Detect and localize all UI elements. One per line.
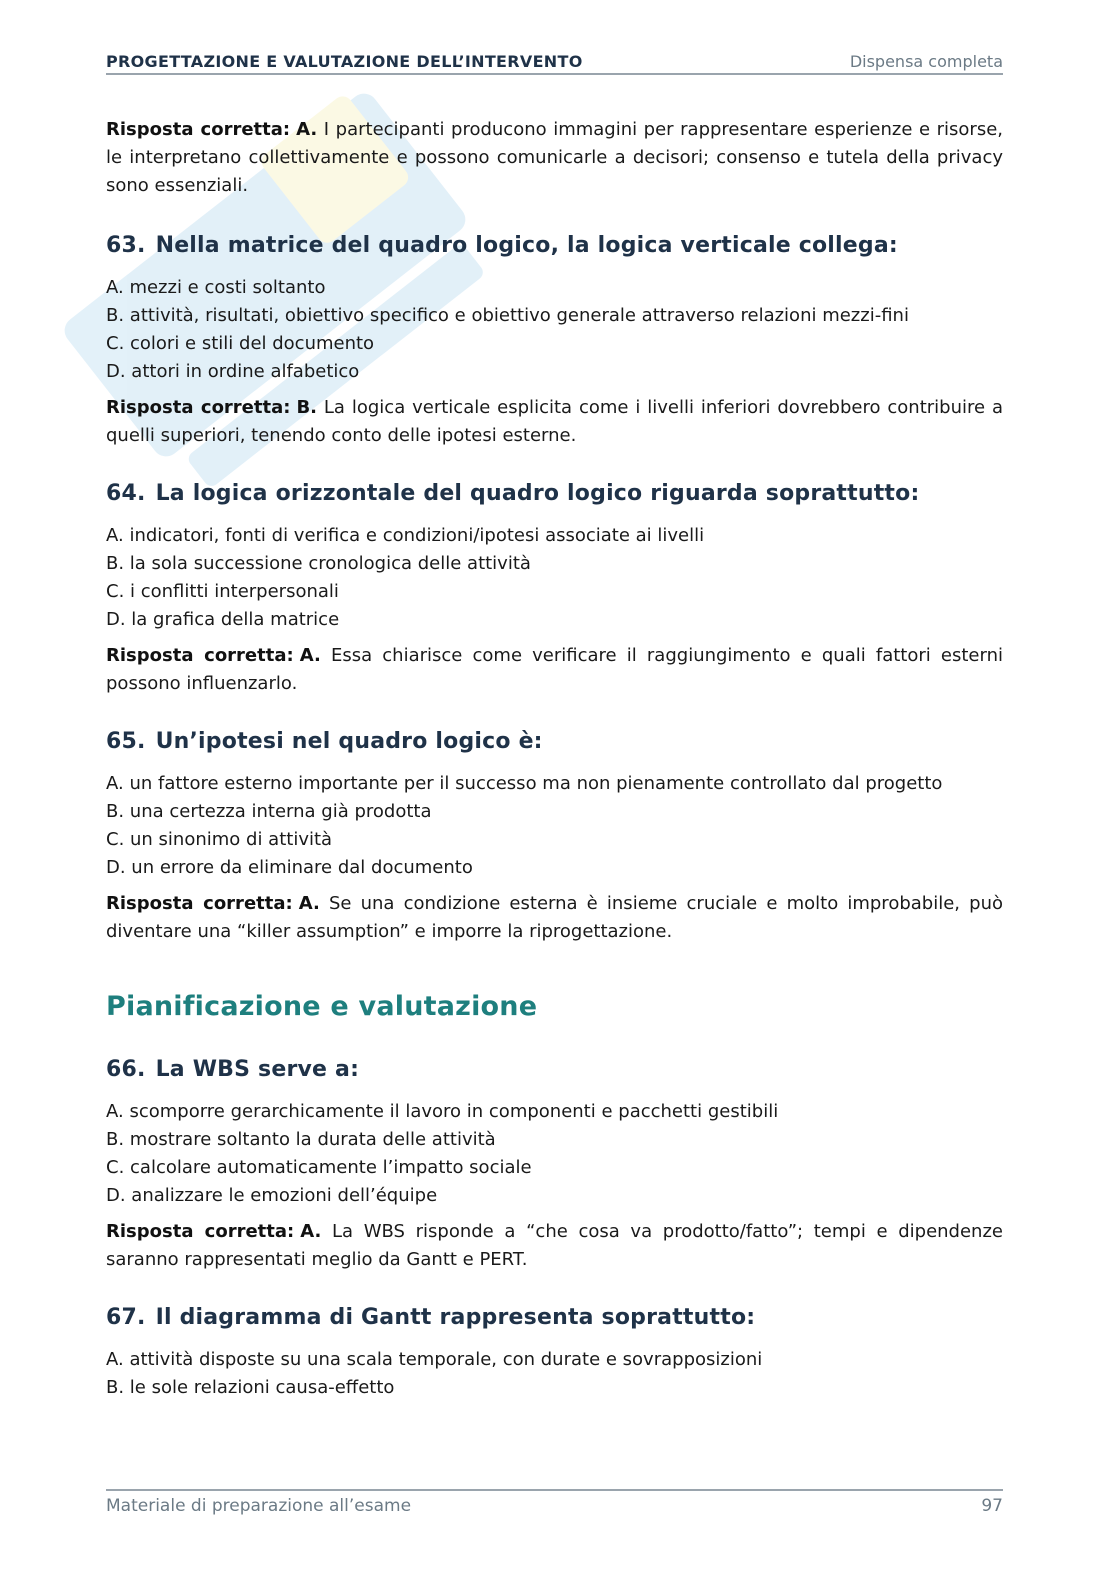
answer-letter: A. bbox=[299, 645, 321, 666]
section-title: Pianificazione e valutazione bbox=[106, 991, 538, 1022]
answer-paragraph bbox=[106, 394, 1003, 450]
question-text: Nella matrice del quadro logico, la logica verticale collega: bbox=[155, 233, 898, 258]
footer-text: Materiale di preparazione all’esame bbox=[106, 1496, 412, 1516]
options-list bbox=[106, 770, 1003, 882]
option-item: D. attori in ordine alfabetico bbox=[106, 361, 360, 382]
options-list bbox=[106, 522, 1003, 634]
option-item: D. la grafica della matrice bbox=[106, 609, 340, 630]
answer-letter: A. bbox=[296, 119, 318, 140]
question-block bbox=[106, 480, 1003, 698]
question-text: Il diagramma di Gantt rappresenta soprattutto: bbox=[155, 1305, 756, 1330]
question-number: 66. bbox=[106, 1057, 146, 1082]
answer-text: La WBS risponde a “che cosa va prodotto/fatto”; tempi e dipendenze saranno rappresentati meglio da Gantt e PERT. bbox=[106, 1221, 1003, 1270]
question-text: La logica orizzontale del quadro logico riguarda soprattutto: bbox=[155, 481, 920, 506]
question-block bbox=[106, 232, 1003, 450]
answer-text: I partecipanti producono immagini per rappresentare esperienze e risorse, le interpretano collettivamente e possono comunicarle a decisori; consenso e tutela della privacy sono essenziali. bbox=[106, 119, 1003, 196]
question-block bbox=[106, 1056, 1003, 1274]
options-list bbox=[106, 1346, 1003, 1402]
question-list bbox=[106, 1056, 1003, 1402]
answer-letter: B. bbox=[296, 397, 318, 418]
question-title bbox=[106, 728, 1003, 756]
question-text: Un’ipotesi nel quadro logico è: bbox=[155, 729, 543, 754]
page-header bbox=[106, 50, 1003, 75]
answer-letter: A. bbox=[298, 893, 320, 914]
answer-paragraph bbox=[106, 642, 1003, 698]
answer-paragraph bbox=[106, 890, 1003, 946]
option-item: A. indicatori, fonti di verifica e condizioni/ipotesi associate ai livelli bbox=[106, 525, 705, 546]
option-item: D. un errore da eliminare dal documento bbox=[106, 857, 473, 878]
question-title bbox=[106, 1304, 1003, 1332]
option-item: A. attività disposte su una scala temporale, con durate e sovrapposizioni bbox=[106, 1349, 763, 1370]
question-text: La WBS serve a: bbox=[155, 1057, 360, 1082]
question-block bbox=[106, 1304, 1003, 1402]
option-item: B. una certezza interna già prodotta bbox=[106, 801, 432, 822]
intro-answer bbox=[106, 116, 1003, 200]
option-item: B. le sole relazioni causa-effetto bbox=[106, 1377, 395, 1398]
header-subtitle: Dispensa completa bbox=[849, 52, 1003, 71]
answer-text: Essa chiarisce come verificare il raggiungimento e quali fattori esterni possono influenzarlo. bbox=[106, 645, 1003, 694]
option-item: B. mostrare soltanto la durata delle attività bbox=[106, 1129, 496, 1150]
answer-label: Risposta corretta: bbox=[106, 119, 291, 140]
option-item: C. un sinonimo di attività bbox=[106, 829, 333, 850]
option-item: B. attività, risultati, obiettivo specifico e obiettivo generale attraverso relazioni mezzi-fini bbox=[106, 305, 909, 326]
answer-label: Risposta corretta: bbox=[106, 893, 293, 914]
option-item: C. colori e stili del documento bbox=[106, 333, 375, 354]
question-block bbox=[106, 728, 1003, 946]
option-item: A. mezzi e costi soltanto bbox=[106, 277, 326, 298]
option-item: A. un fattore esterno importante per il successo ma non pienamente controllato dal progetto bbox=[106, 773, 943, 794]
option-item: A. scomporre gerarchicamente il lavoro in componenti e pacchetti gestibili bbox=[106, 1101, 779, 1122]
question-number: 63. bbox=[106, 233, 146, 258]
answer-label: Risposta corretta: bbox=[106, 645, 294, 666]
answer-letter: A. bbox=[300, 1221, 322, 1242]
answer-text: La logica verticale esplicita come i livelli inferiori dovrebbero contribuire a quelli superiori, tenendo conto delle ipotesi esterne. bbox=[106, 397, 1003, 446]
options-list bbox=[106, 1098, 1003, 1210]
option-item: C. calcolare automaticamente l’impatto sociale bbox=[106, 1157, 532, 1178]
answer-text: Se una condizione esterna è insieme cruciale e molto improbabile, può diventare una “killer assumption” e imporre la riprogettazione. bbox=[106, 893, 1003, 942]
question-title bbox=[106, 480, 1003, 508]
question-title bbox=[106, 232, 1003, 260]
options-list bbox=[106, 274, 1003, 386]
header-title: PROGETTAZIONE E VALUTAZIONE DELL’INTERVENTO bbox=[106, 52, 583, 71]
question-title bbox=[106, 1056, 1003, 1084]
question-list bbox=[106, 232, 1003, 946]
answer-label: Risposta corretta: bbox=[106, 1221, 295, 1242]
answer-label: Risposta corretta: bbox=[106, 397, 291, 418]
question-number: 67. bbox=[106, 1305, 146, 1330]
page-footer bbox=[106, 1489, 1003, 1516]
page-content bbox=[106, 116, 1003, 1426]
answer-paragraph bbox=[106, 1218, 1003, 1274]
option-item: D. analizzare le emozioni dell’équipe bbox=[106, 1185, 438, 1206]
question-number: 65. bbox=[106, 729, 146, 754]
option-item: C. i conflitti interpersonali bbox=[106, 581, 339, 602]
question-number: 64. bbox=[106, 481, 146, 506]
option-item: B. la sola successione cronologica delle attività bbox=[106, 553, 531, 574]
page-number: 97 bbox=[981, 1496, 1003, 1516]
